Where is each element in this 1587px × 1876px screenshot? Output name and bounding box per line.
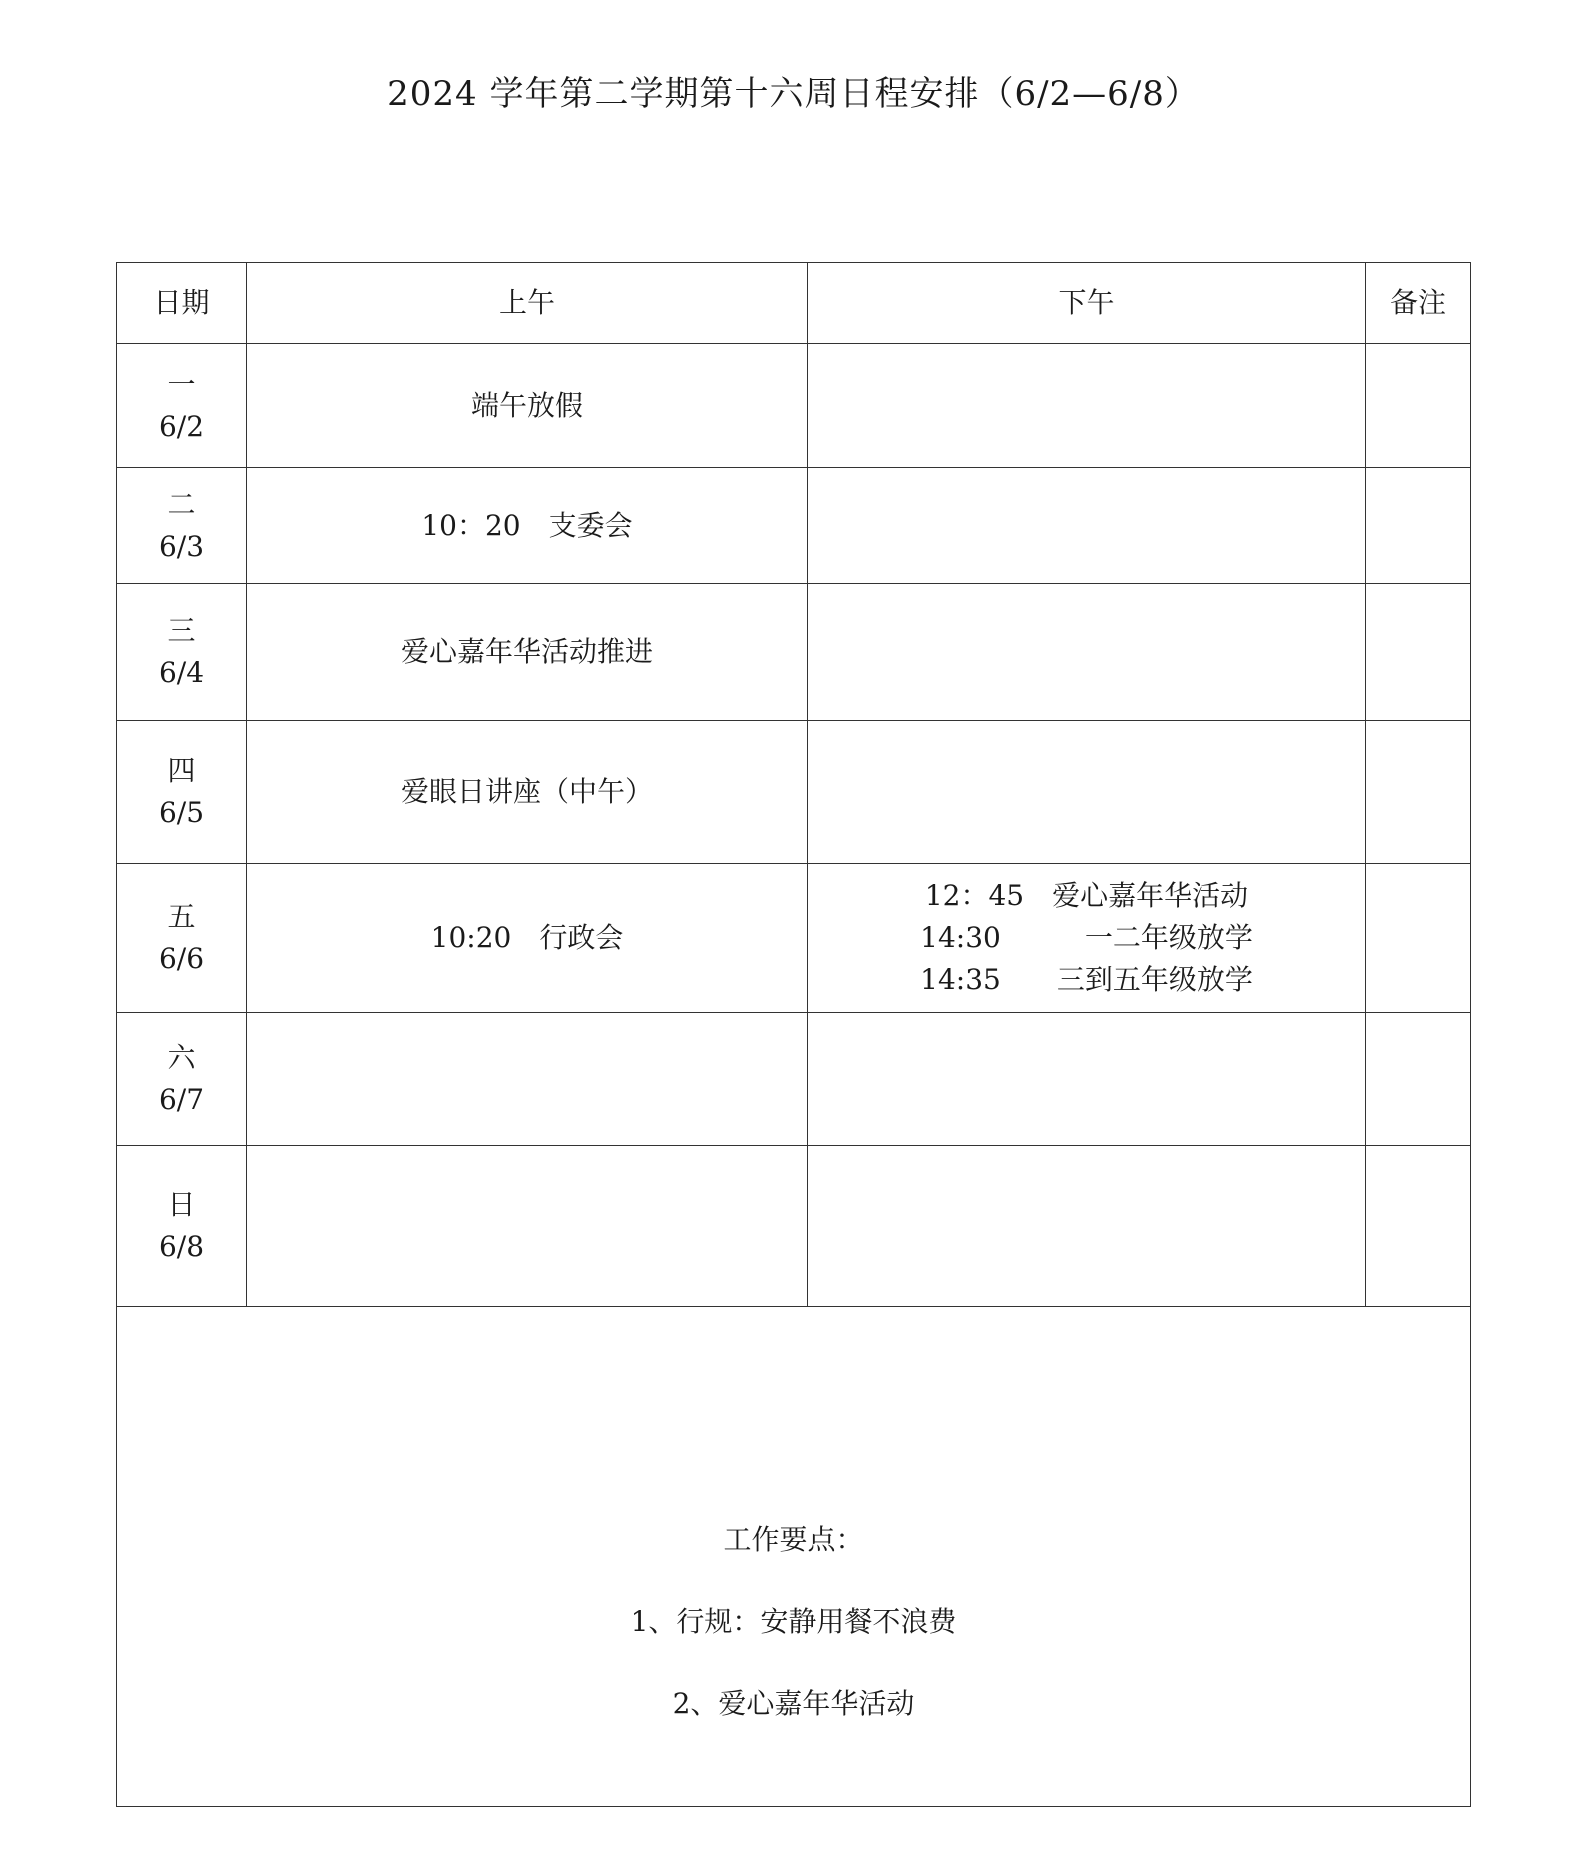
morning-cell: 10:20 行政会 [247, 864, 808, 1013]
note-cell [1366, 468, 1471, 584]
note-cell [1366, 1146, 1471, 1307]
date-label: 6/2 [158, 409, 205, 443]
note-cell [1366, 1013, 1471, 1146]
afternoon-cell [808, 864, 1366, 1013]
morning-cell: 端午放假 [247, 344, 808, 468]
table-row [117, 1146, 1471, 1307]
day-cell [117, 1146, 247, 1307]
weekday-label: 一 [167, 367, 196, 401]
note-cell [1366, 864, 1471, 1013]
date-label: 6/5 [158, 796, 205, 829]
date-label: 6/8 [158, 1230, 205, 1263]
table-row [117, 721, 1471, 864]
work-points-heading: 工作要点： [723, 1522, 864, 1556]
header-morning: 上午 [247, 263, 808, 344]
table-row [117, 468, 1471, 584]
work-points-row [117, 1307, 1471, 1807]
table-row [117, 344, 1471, 468]
table-header-row [117, 263, 1471, 344]
work-points-cell [117, 1307, 1471, 1807]
table-row [117, 864, 1471, 1013]
header-notes: 备注 [1366, 263, 1471, 344]
afternoon-item: 14:35 三到五年级放学 [920, 963, 1253, 996]
afternoon-cell [808, 468, 1366, 584]
weekday-label: 六 [167, 1041, 196, 1074]
page-title: 2024 学年第二学期第十六周日程安排（6/2—6/8） [387, 74, 1200, 114]
date-label: 6/6 [158, 942, 205, 975]
morning-cell: 10：20 支委会 [247, 468, 808, 584]
weekday-label: 三 [167, 614, 196, 647]
afternoon-cell [808, 1146, 1366, 1307]
header-afternoon: 下午 [808, 263, 1366, 344]
day-cell [117, 1013, 247, 1146]
day-cell [117, 584, 247, 721]
day-cell [117, 864, 247, 1013]
afternoon-item: 12：45 爱心嘉年华活动 [924, 879, 1249, 912]
morning-cell: 爱眼日讲座（中午） [247, 721, 808, 864]
work-point-item: 2、爱心嘉年华活动 [672, 1686, 915, 1720]
header-date: 日期 [117, 263, 247, 344]
date-label: 6/7 [158, 1083, 205, 1116]
schedule-table [116, 262, 1471, 1807]
afternoon-item: 14:30 一二年级放学 [920, 921, 1253, 954]
day-cell [117, 721, 247, 864]
day-cell [117, 344, 247, 468]
weekday-label: 二 [167, 487, 196, 521]
day-cell [117, 468, 247, 584]
afternoon-cell [808, 1013, 1366, 1146]
weekday-label: 日 [167, 1188, 196, 1221]
note-cell [1366, 584, 1471, 721]
morning-cell [247, 1013, 808, 1146]
weekday-label: 四 [167, 754, 196, 787]
afternoon-cell [808, 584, 1366, 721]
date-label: 6/3 [158, 529, 205, 563]
table-row [117, 1013, 1471, 1146]
weekday-label: 五 [167, 900, 196, 933]
date-label: 6/4 [158, 656, 205, 689]
afternoon-cell [808, 721, 1366, 864]
note-cell [1366, 344, 1471, 468]
morning-cell [247, 1146, 808, 1307]
work-point-item: 1、行规：安静用餐不浪费 [630, 1604, 957, 1638]
afternoon-cell [808, 344, 1366, 468]
morning-cell: 爱心嘉年华活动推进 [247, 584, 808, 721]
table-row [117, 584, 1471, 721]
note-cell [1366, 721, 1471, 864]
